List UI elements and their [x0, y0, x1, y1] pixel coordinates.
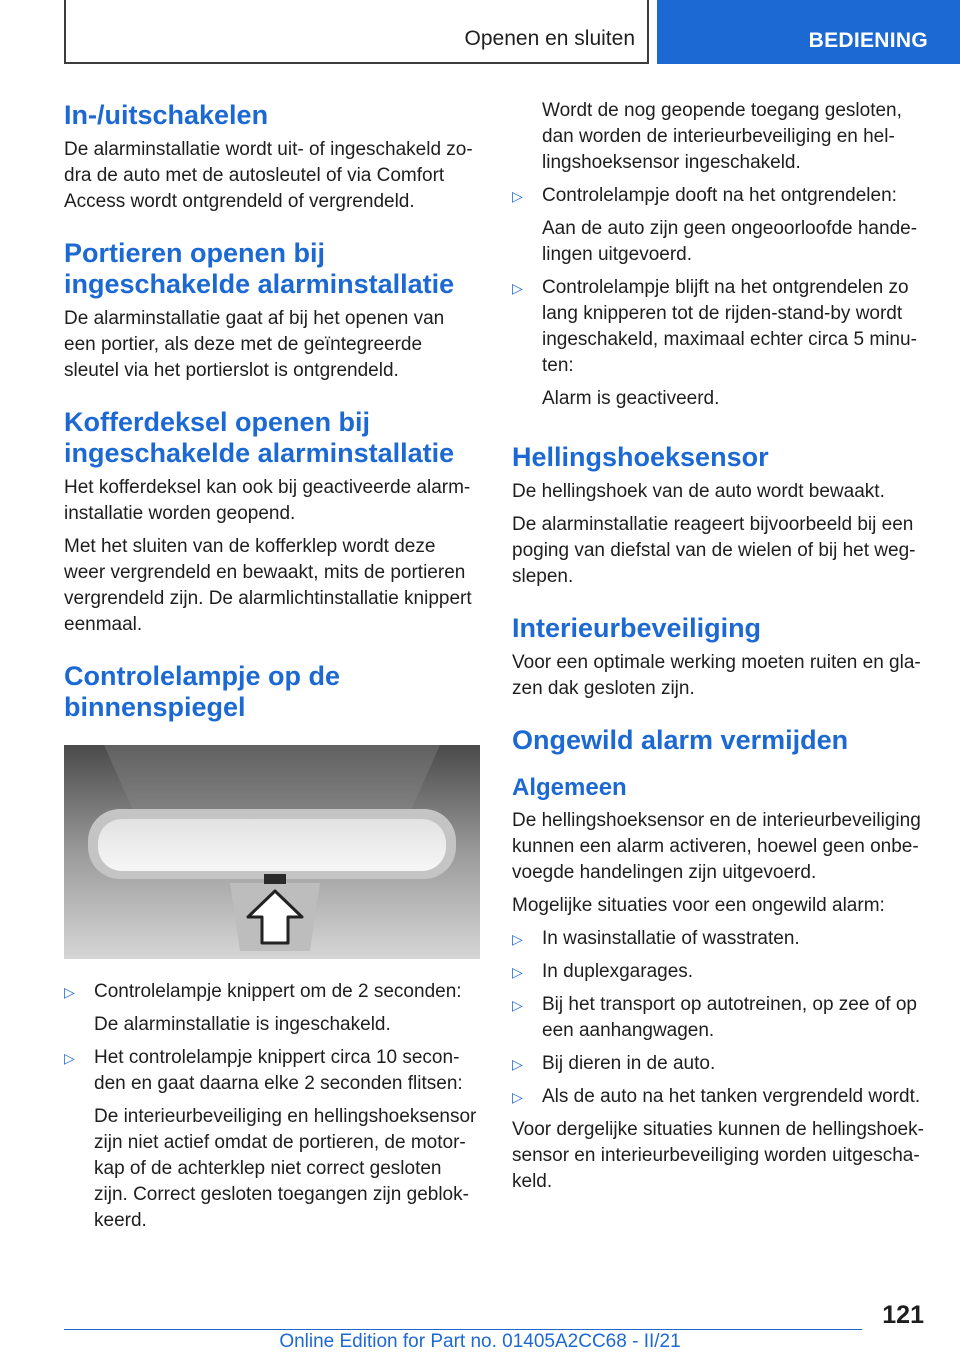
footer-divider	[64, 1329, 862, 1330]
list-item: ▷ Bij dieren in de auto.	[512, 1051, 928, 1077]
subheading-algemeen: Algemeen	[512, 774, 627, 801]
header-chapter-title: Openen en sluiten	[464, 27, 635, 50]
heading-kofferdeksel-openen: Kofferdeksel openen bij ingeschakelde alarminstallatie	[64, 407, 455, 468]
paragraph: De alarminstallatie gaat af bij het openen van een portier, als deze met de geïntegreerde sleutel via het portierslot is ontgrendeld.	[64, 308, 445, 381]
paragraph: Voor dergelijke situaties kunnen de hellingshoeksensor en interieurbeveiliging worden uitgeschakeld.	[512, 1119, 924, 1192]
triangle-bullet-icon: ▷	[512, 931, 523, 947]
rearview-mirror-illustration	[64, 745, 480, 959]
list-item: ▷ Controlelampje blijft na het ontgrendelen zo lang knipperen tot de rijden-stand-by wordt ingeschakeld, maximaal echter circa 5 minuten:	[512, 277, 917, 376]
paragraph: Voor een optimale werking moeten ruiten en glazen dak gesloten zijn.	[512, 652, 921, 699]
list-item: ▷ Controlelampje dooft na het ontgrendelen:	[512, 183, 928, 209]
list-item: ▷ Als de auto na het tanken vergrendeld wordt.	[512, 1084, 928, 1110]
heading-portieren-openen: Portieren openen bij ingeschakelde alarminstallatie	[64, 238, 455, 299]
list-item: ▷ In duplexgarages.	[512, 959, 928, 985]
footer-edition-text: Online Edition for Part no. 01405A2CC68 - II/21	[279, 1331, 681, 1352]
heading-hellingshoeksensor: Hellingshoeksensor	[512, 442, 769, 472]
list-item: ▷ Controlelampje knippert om de 2 seconden:	[64, 979, 480, 1005]
paragraph: Met het sluiten van de kofferklep wordt deze weer vergrendeld en bewaakt, mits de portieren vergrendeld zijn. De alarmlichtinstallatie knippert eenmaal.	[64, 536, 472, 635]
list-item-detail: De alarminstallatie is ingeschakeld.	[94, 1014, 391, 1035]
header-section-box	[657, 0, 960, 64]
triangle-bullet-icon: ▷	[512, 280, 523, 296]
triangle-bullet-icon: ▷	[64, 1050, 75, 1066]
triangle-bullet-icon: ▷	[64, 984, 75, 1000]
right-column	[512, 98, 928, 1202]
heading-interieurbeveiliging: Interieurbeveiliging	[512, 613, 762, 643]
paragraph: Mogelijke situaties voor een ongewild alarm:	[512, 895, 885, 916]
paragraph: De alarminstallatie reageert bijvoorbeeld bij een poging van diefstal van de wielen of bij het wegslepen.	[512, 514, 916, 587]
paragraph: De hellingshoek van de auto wordt bewaakt.	[512, 481, 885, 502]
triangle-bullet-icon: ▷	[512, 997, 523, 1013]
left-column	[64, 100, 480, 1241]
list-item-detail: Wordt de nog geopende toegang gesloten, dan worden de interieurbeveiliging en hellingshoeksensor ingeschakeld.	[542, 100, 902, 173]
heading-controlelampje: Controlelampje op de binnenspiegel	[64, 661, 341, 722]
triangle-bullet-icon: ▷	[512, 1056, 523, 1072]
paragraph: Het kofferdeksel kan ook bij geactiveerde alarminstallatie worden geopend.	[64, 477, 471, 524]
list-item-detail: Aan de auto zijn geen ongeoorloofde handelingen uitgevoerd.	[542, 218, 918, 265]
page-number: 121	[882, 1301, 924, 1329]
paragraph: De alarminstallatie wordt uit- of ingeschakeld zodra de auto met de autosleutel of via Comfort Access wordt ontgrendeld of vergrendeld.	[64, 139, 473, 212]
triangle-bullet-icon: ▷	[512, 1089, 523, 1105]
list-item-detail: De interieurbeveiliging en hellingshoeksensor zijn niet actief omdat de portieren, de motorkap of de achterklep niet correct gesloten zijn. Correct gesloten toegangen zijn geblokkeerd.	[94, 1106, 477, 1231]
list-item-detail: Alarm is geactiveerd.	[542, 388, 720, 409]
heading-in-uitschakelen: In-/uitschakelen	[64, 100, 269, 130]
paragraph: De hellingshoeksensor en de interieurbeveiliging kunnen een alarm activeren, hoewel geen onbevoegde handelingen zijn uitgevoerd.	[512, 810, 921, 883]
heading-ongewild-alarm: Ongewild alarm vermijden	[512, 725, 849, 755]
triangle-bullet-icon: ▷	[512, 964, 523, 980]
header-chapter-box	[64, 0, 649, 64]
list-item: ▷ Het controlelampje knippert circa 10 seconden en gaat daarna elke 2 seconden flitsen:	[64, 1047, 463, 1094]
header-section-title: BEDIENING	[808, 29, 928, 52]
triangle-bullet-icon: ▷	[512, 188, 523, 204]
list-item: ▷ Bij het transport op autotreinen, op zee of op een aanhangwagen.	[512, 994, 917, 1041]
list-item: ▷ In wasinstallatie of wasstraten.	[512, 926, 928, 952]
